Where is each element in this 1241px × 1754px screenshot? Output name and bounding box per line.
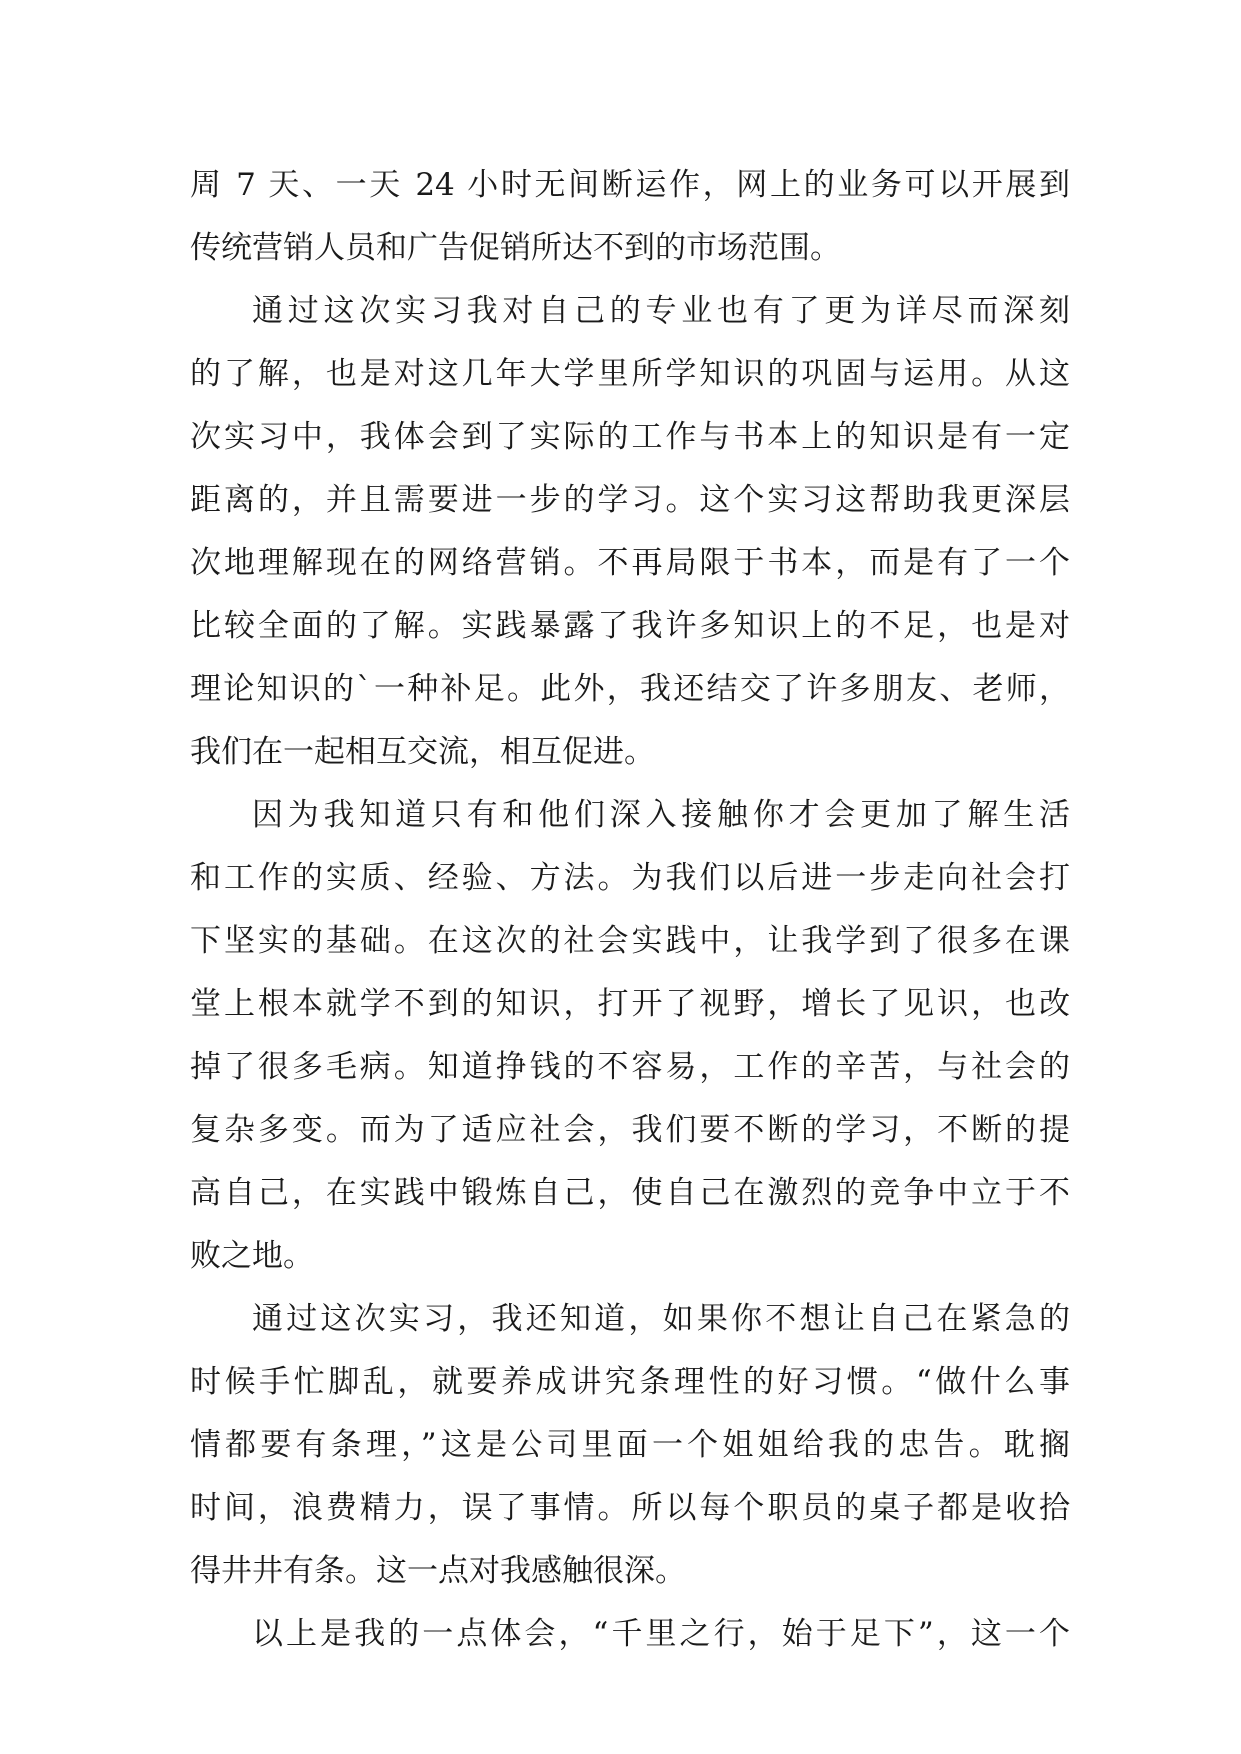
text-line: 因为我知道只有和他们深入接触你才会更加了解生活 <box>252 797 1070 833</box>
paragraph <box>190 1288 1070 1603</box>
text-line: 掉了很多毛病。知道挣钱的不容易，工作的辛苦，与社会的 <box>190 1049 1070 1085</box>
text-line: 败之地。 <box>190 1238 314 1274</box>
text-line: 次地理解现在的网络营销。不再局限于书本，而是有了一个 <box>190 545 1070 581</box>
paragraph <box>190 784 1070 1288</box>
text-line: 比较全面的了解。实践暴露了我许多知识上的不足，也是对 <box>190 608 1070 644</box>
text-line: 的了解，也是对这几年大学里所学知识的巩固与运用。从这 <box>190 356 1070 392</box>
text-line: 周 7 天、一天 24 小时无间断运作，网上的业务可以开展到 <box>190 167 1070 203</box>
text-line: 时间，浪费精力，误了事情。所以每个职员的桌子都是收拾 <box>190 1490 1070 1526</box>
paragraph <box>190 280 1070 784</box>
text-line: 距离的，并且需要进一步的学习。这个实习这帮助我更深层 <box>190 482 1070 518</box>
text-line: 情都要有条理，”这是公司里面一个姐姐给我的忠告。耽搁 <box>190 1427 1070 1463</box>
text-line: 次实习中，我体会到了实际的工作与书本上的知识是有一定 <box>190 419 1070 455</box>
text-line: 得井井有条。这一点对我感触很深。 <box>190 1553 686 1589</box>
text-line: 理论知识的`一种补足。此外，我还结交了许多朋友、老师， <box>190 671 1070 707</box>
paragraph <box>190 1603 1070 1666</box>
text-line: 堂上根本就学不到的知识，打开了视野，增长了见识，也改 <box>190 986 1070 1022</box>
text-line: 以上是我的一点体会，“千里之行，始于足下”，这一个 <box>252 1616 1070 1652</box>
text-line: 下坚实的基础。在这次的社会实践中，让我学到了很多在课 <box>190 923 1070 959</box>
text-line: 复杂多变。而为了适应社会，我们要不断的学习，不断的提 <box>190 1112 1070 1148</box>
text-line: 和工作的实质、经验、方法。为我们以后进一步走向社会打 <box>190 860 1070 896</box>
text-line: 通过这次实习我对自己的专业也有了更为详尽而深刻 <box>252 293 1070 329</box>
document-body <box>190 154 1070 1666</box>
text-line: 通过这次实习，我还知道，如果你不想让自己在紧急的 <box>252 1301 1070 1337</box>
text-line: 我们在一起相互交流，相互促进。 <box>190 734 655 770</box>
text-line: 时候手忙脚乱，就要养成讲究条理性的好习惯。“做什么事 <box>190 1364 1070 1400</box>
text-line: 高自己，在实践中锻炼自己，使自己在激烈的竞争中立于不 <box>190 1175 1070 1211</box>
text-line: 传统营销人员和广告促销所达不到的市场范围。 <box>190 230 841 266</box>
paragraph <box>190 154 1070 280</box>
